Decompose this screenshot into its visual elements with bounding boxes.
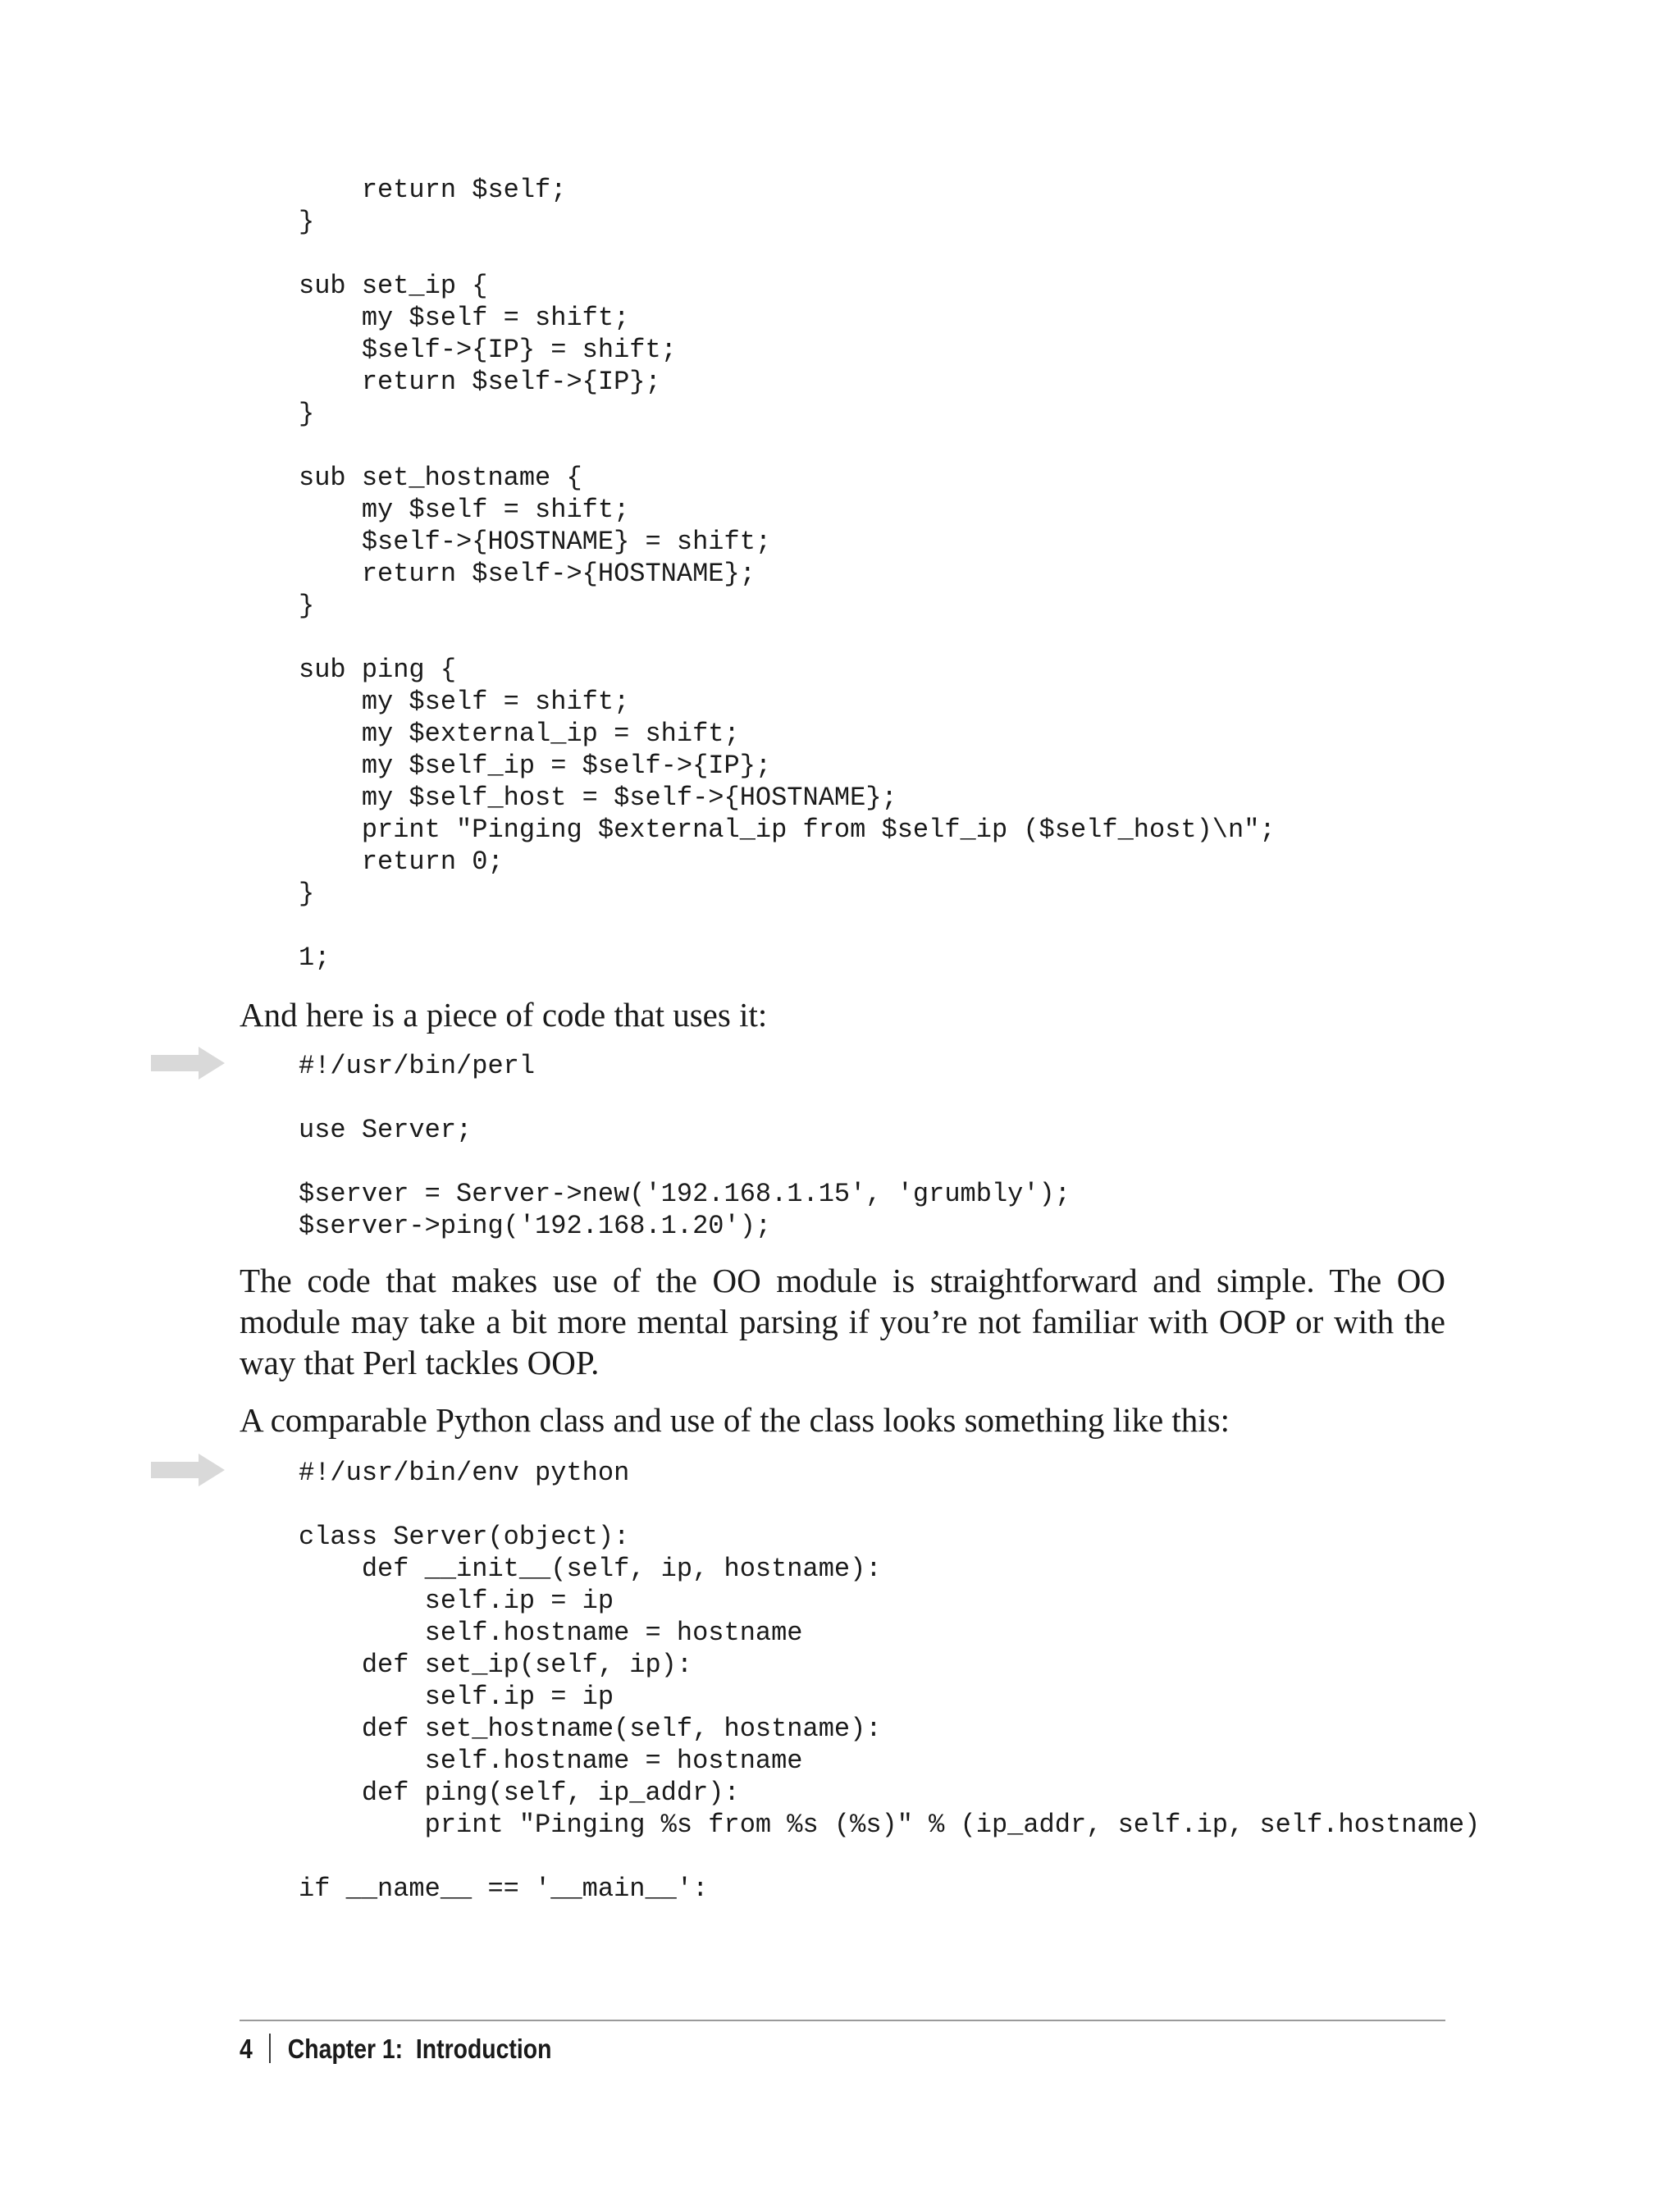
page-number: 4 [240,2034,253,2064]
oo-discussion-paragraph: The code that makes use of the OO module is straightforward and simple. The OO module may take a bit more mental parsing if you’re not familiar with OOP or with the way that Perl tackles OOP. [240,1262,1445,1381]
footer-separator [269,2034,271,2063]
chapter-title: Chapter 1: Introduction [287,2034,552,2064]
python-class-code: #!/usr/bin/env python class Server(object): def __init__(self, ip, hostname): self.ip = ip self.hostname = hostname def set_ip(self, ip): self.ip = ip def set_hostname(self, hostname): self.hostname = hostname def ping(self, ip_addr): print "Pinging %s from %s (%s)" % (ip_addr, self.ip, self.hostname) if __name__ == '__main__': [299,1458,1481,1904]
python-intro-paragraph: A comparable Python class and use of the class looks something like this: [240,1401,1230,1439]
footer-rule [240,2020,1445,2021]
code-marker-arrow-icon [151,1047,225,1080]
perl-usage-code: #!/usr/bin/perl use Server; $server = Server->new('192.168.1.15', 'grumbly'); $server->ping('192.168.1.20'); [299,1051,1071,1241]
code-marker-arrow-icon [151,1454,225,1486]
page-footer [240,2033,551,2066]
usage-intro-paragraph: And here is a piece of code that uses it: [240,996,768,1034]
perl-module-code: return $self; } sub set_ip { my $self = shift; $self->{IP} = shift; return $self->{IP}; } sub set_hostname { my $self = shift; $self->{HOSTNAME} = shift; return $self->{HOSTNAME}; } sub ping { my $self = shift; my $external_ip = shift; my $self_ip = $self->{IP}; my $self_host = $self->{HOSTNAME}; print "Pinging $external_ip from $self_ip ($self_host)\n"; return 0; } 1; [299,175,1276,973]
